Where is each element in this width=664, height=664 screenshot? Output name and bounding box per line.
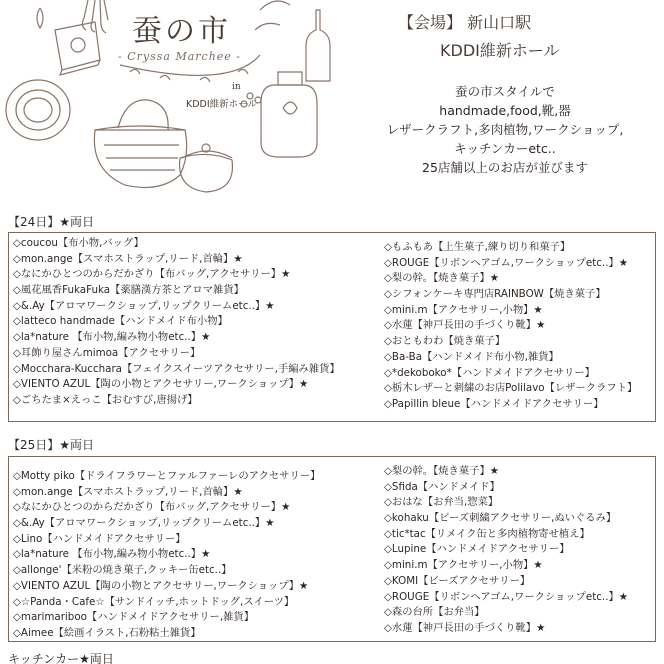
list-item: ◇梨の幹。【焼き菓子】★ bbox=[384, 272, 499, 285]
list-item: ◇KOMI【ビーズアクセサリー】 bbox=[384, 574, 531, 587]
venue-name: KDDI維新ホール bbox=[440, 41, 560, 60]
description-line: 蚕の市スタイルで bbox=[455, 84, 555, 99]
list-item: ◇ROUGE【リボンヘアゴム,ワークショップetc..】★ bbox=[384, 590, 629, 603]
list-item: ◇おともわわ【焼き菓子】 bbox=[384, 335, 506, 348]
list-item: ◇なにかひとつのからだかざり【布バッグ,アクセサリー】★ bbox=[13, 501, 291, 514]
list-item: ◇VIENTO AZUL【陶の小物とアクセサリー,ワークショップ】★ bbox=[13, 579, 309, 592]
day24-right-list bbox=[384, 240, 637, 413]
day25-right-list bbox=[384, 464, 628, 637]
list-item: ◇もふもあ【上生菓子,練り切り和菓子】 bbox=[384, 241, 571, 253]
list-item: ◇☆Panda・Cafe☆【サンドイッチ,ホットドッグ,スイーツ】 bbox=[13, 595, 295, 608]
list-item: ◇Papillin bleue【ハンドメイドアクセサリー】 bbox=[384, 397, 604, 410]
day24-vendor-box bbox=[8, 232, 656, 422]
list-item: ◇森の台所【お弁当】 bbox=[384, 606, 485, 619]
list-item: ◇栃木レザーと刺繍のお店Polilavo【レザークラフト】 bbox=[384, 382, 638, 395]
header-illustration bbox=[0, 0, 360, 205]
list-item: ◇&.Ay【アロマワークショップ,リップクリームetc..】★ bbox=[13, 517, 275, 530]
list-item: ◇水蓮【神戸長田の手づくり靴】★ bbox=[384, 621, 546, 634]
description-line: キッチンカーetc.. bbox=[454, 141, 556, 156]
venue-small-label: KDDI維新ホール bbox=[186, 99, 257, 110]
list-item: ◇la*nature 【布小物,編み物小物etc..】★ bbox=[13, 331, 211, 344]
venue-label: 【会場】 新山口駅 bbox=[398, 13, 532, 32]
list-item: ◇ごちたま×えっこ【おむすび,唐揚げ】 bbox=[13, 393, 198, 406]
list-item: ◇おはな【お弁当,惣菜】 bbox=[384, 496, 499, 509]
list-item: ◇VIENTO AZUL【陶の小物とアクセサリー,ワークショップ】★ bbox=[13, 378, 309, 391]
list-item: ◇Mocchara-Kucchara【フェイクスイーツアクセサリー,手編み雑貨】 bbox=[13, 362, 340, 375]
list-item: ◇mini.m【アクセサリー,小物】★ bbox=[384, 303, 543, 316]
list-item: ◇la*nature 【布小物,編み物小物etc..】★ bbox=[13, 548, 211, 561]
list-item: ◇mon.ange【スマホストラップ,リード,首輪】★ bbox=[13, 485, 243, 498]
day24-left-list bbox=[13, 236, 340, 409]
list-item: ◇coucou【布小物,バッグ】 bbox=[13, 237, 144, 249]
list-item: ◇kohaku【ビーズ刺繍アクセサリー,ぬいぐるみ】 bbox=[384, 512, 617, 525]
page-title: 蚕の市 bbox=[132, 14, 231, 49]
script-subtitle: - Cryssa Marchee - bbox=[118, 50, 242, 63]
list-item: ◇シフォンケーキ専門店RAINBOW【焼き菓子】 bbox=[384, 288, 606, 301]
day24-heading: 【24日】★両日 bbox=[8, 215, 95, 229]
list-item: ◇水蓮【神戸長田の手づくり靴】★ bbox=[384, 319, 546, 332]
list-item: ◇marimariboo【ハンドメイドアクセサリー,雑貨】 bbox=[13, 611, 255, 624]
list-item: ◇Lupine【ハンドメイドアクセサリー】 bbox=[384, 543, 570, 556]
list-item: ◇Aimee【絵画イラスト,石粉粘土雑貨】 bbox=[13, 626, 201, 639]
list-item: ◇mini.m【アクセサリー,小物】★ bbox=[384, 559, 543, 572]
list-item: ◇Motty piko【ドライフラワーとファルファーレのアクセサリー】 bbox=[13, 470, 321, 482]
in-text: in bbox=[232, 82, 241, 92]
list-item: ◇風花風香FukaFuka【薬膳漢方茶とアロマ雑貨】 bbox=[13, 284, 244, 297]
list-item: ◇&.Ay【アロマワークショップ,リップクリームetc..】★ bbox=[13, 299, 275, 312]
list-item: ◇latteco handmade【ハンドメイド布小物】 bbox=[13, 315, 228, 328]
list-item: ◇tic*tac【リメイク缶と多肉植物寄せ植え】 bbox=[384, 527, 590, 540]
list-item: ◇allonge'【米粉の焼き菓子,クッキー缶etc..】 bbox=[13, 564, 232, 577]
day25-vendor-box bbox=[8, 456, 656, 642]
list-item: ◇Sfida【ハンドメイド】 bbox=[384, 480, 500, 493]
list-item: ◇mon.ange【スマホストラップ,リード,首輪】★ bbox=[13, 252, 243, 265]
description-line: handmade,food,靴,器 bbox=[439, 103, 571, 118]
day25-left-list bbox=[13, 469, 320, 642]
list-item: ◇Ba-Ba【ハンドメイド布小物,雑貨】 bbox=[384, 350, 559, 363]
list-item: ◇Lino【ハンドメイドアクセサリー】 bbox=[13, 532, 186, 545]
event-description bbox=[360, 82, 650, 177]
list-item: ◇なにかひとつのからだかざり【布バッグ,アクセサリー】★ bbox=[13, 268, 291, 281]
description-line: レザークラフト,多肉植物,ワークショップ, bbox=[386, 122, 624, 137]
list-item: ◇ROUGE【リボンヘアゴム,ワークショップetc..】★ bbox=[384, 256, 629, 269]
list-item: ◇梨の幹。【焼き菓子】★ bbox=[384, 465, 499, 477]
list-item: ◇耳飾り屋さんmimoa【アクセサリー】 bbox=[13, 346, 201, 359]
kitchen-car-heading: キッチンカー★両日 bbox=[8, 652, 114, 664]
list-item: ◇*dekoboko*【ハンドメイドアクセサリー】 bbox=[384, 366, 595, 379]
day25-heading: 【25日】★両日 bbox=[8, 438, 95, 452]
description-line: 25店舗以上のお店が並びます bbox=[422, 160, 588, 175]
